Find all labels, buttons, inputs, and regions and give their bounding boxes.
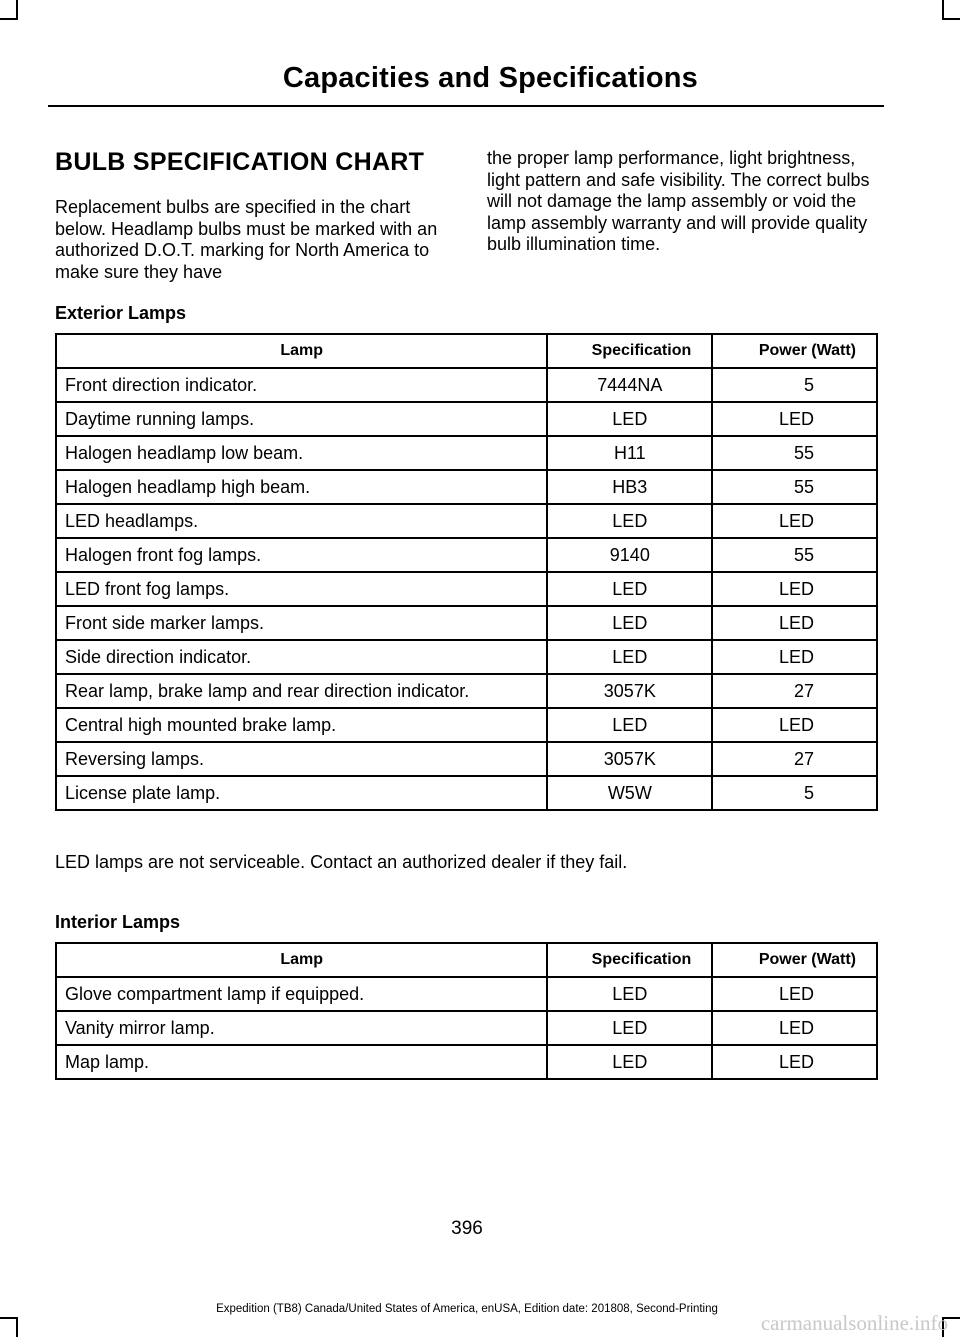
table-row — [56, 674, 877, 708]
specification-cell: LED — [547, 572, 712, 606]
table-row — [56, 402, 877, 436]
edition-footer: Expedition (TB8) Canada/United States of America, enUSA, Edition date: 201808, Second-Printing — [216, 1303, 718, 1315]
specification-cell: 9140 — [547, 538, 712, 572]
interior-lamps-table — [55, 942, 878, 1080]
watermark: carmanualsonline.info — [760, 1311, 948, 1335]
lamp-cell: Side direction indicator. — [56, 640, 547, 674]
section-title: BULB SPECIFICATION CHART — [55, 148, 425, 176]
crop-mark — [0, 18, 18, 20]
specification-cell: LED — [547, 708, 712, 742]
lamp-cell: Reversing lamps. — [56, 742, 547, 776]
lamp-cell: Central high mounted brake lamp. — [56, 708, 547, 742]
lamp-cell: Halogen headlamp high beam. — [56, 470, 547, 504]
specification-cell: LED — [547, 1045, 712, 1079]
column-header-power: Power (Watt) — [712, 334, 877, 368]
specification-cell: H11 — [547, 436, 712, 470]
table-row — [56, 368, 877, 402]
table-row — [56, 572, 877, 606]
specification-cell: LED — [547, 606, 712, 640]
column-header-lamp: Lamp — [56, 943, 547, 977]
lamp-cell: Vanity mirror lamp. — [56, 1011, 547, 1045]
table-row — [56, 606, 877, 640]
lamp-cell: License plate lamp. — [56, 776, 547, 810]
column-header-power: Power (Watt) — [712, 943, 877, 977]
exterior-lamps-heading: Exterior Lamps — [55, 303, 187, 323]
power-cell: LED — [712, 1045, 877, 1079]
power-cell: LED — [712, 708, 877, 742]
interior-lamps-heading: Interior Lamps — [55, 912, 181, 932]
power-cell: LED — [712, 1011, 877, 1045]
table-header-row — [56, 943, 877, 977]
lamp-cell: Rear lamp, brake lamp and rear direction indicator. — [56, 674, 547, 708]
header-divider — [48, 105, 884, 107]
lamp-cell: LED front fog lamps. — [56, 572, 547, 606]
specification-cell: LED — [547, 1011, 712, 1045]
specification-cell: HB3 — [547, 470, 712, 504]
specification-cell: 7444NA — [547, 368, 712, 402]
specification-cell: W5W — [547, 776, 712, 810]
crop-mark — [16, 1317, 18, 1337]
lamp-cell: Halogen front fog lamps. — [56, 538, 547, 572]
crop-mark — [0, 1317, 18, 1319]
intro-paragraph-right: the proper lamp performance, light brightness, light pattern and safe visibility. The correct bulbs will not damage the lamp assembly or void the lamp assembly warranty and will provide quality bulb illumination time. — [487, 148, 870, 254]
power-cell: LED — [712, 572, 877, 606]
page-number: 396 — [451, 1218, 483, 1239]
led-service-note: LED lamps are not serviceable. Contact an authorized dealer if they fail. — [55, 852, 628, 872]
table-row — [56, 708, 877, 742]
power-cell: LED — [712, 504, 877, 538]
specification-cell: LED — [547, 640, 712, 674]
specification-cell: LED — [547, 977, 712, 1011]
lamp-cell: Glove compartment lamp if equipped. — [56, 977, 547, 1011]
column-header-specification: Specification — [547, 943, 712, 977]
power-cell: 5 — [712, 368, 877, 402]
specification-cell: 3057K — [547, 674, 712, 708]
specification-cell: LED — [547, 504, 712, 538]
power-cell: 55 — [712, 470, 877, 504]
table-row — [56, 470, 877, 504]
lamp-cell: Daytime running lamps. — [56, 402, 547, 436]
lamp-cell: LED headlamps. — [56, 504, 547, 538]
table-header-row — [56, 334, 877, 368]
power-cell: 55 — [712, 436, 877, 470]
specification-cell: 3057K — [547, 742, 712, 776]
intro-paragraph-left: Replacement bulbs are specified in the chart below. Headlamp bulbs must be marked with an authorized D.O.T. marking for North America to make sure they have — [55, 197, 438, 282]
column-header-specification: Specification — [547, 334, 712, 368]
page-header-title: Capacities and Specifications — [282, 62, 698, 94]
power-cell: 27 — [712, 742, 877, 776]
lamp-cell: Map lamp. — [56, 1045, 547, 1079]
power-cell: LED — [712, 640, 877, 674]
table-row — [56, 538, 877, 572]
table-row — [56, 742, 877, 776]
table-row — [56, 977, 877, 1011]
power-cell: 55 — [712, 538, 877, 572]
power-cell: 5 — [712, 776, 877, 810]
power-cell: 27 — [712, 674, 877, 708]
specification-cell: LED — [547, 402, 712, 436]
table-row — [56, 776, 877, 810]
table-row — [56, 640, 877, 674]
lamp-cell: Halogen headlamp low beam. — [56, 436, 547, 470]
column-header-lamp: Lamp — [56, 334, 547, 368]
crop-mark — [942, 0, 944, 20]
table-row — [56, 1045, 877, 1079]
power-cell: LED — [712, 977, 877, 1011]
lamp-cell: Front direction indicator. — [56, 368, 547, 402]
crop-mark — [16, 0, 18, 20]
table-row — [56, 436, 877, 470]
power-cell: LED — [712, 402, 877, 436]
crop-mark — [942, 18, 960, 20]
table-row — [56, 1011, 877, 1045]
exterior-lamps-table — [55, 333, 878, 811]
lamp-cell: Front side marker lamps. — [56, 606, 547, 640]
power-cell: LED — [712, 606, 877, 640]
table-row — [56, 504, 877, 538]
